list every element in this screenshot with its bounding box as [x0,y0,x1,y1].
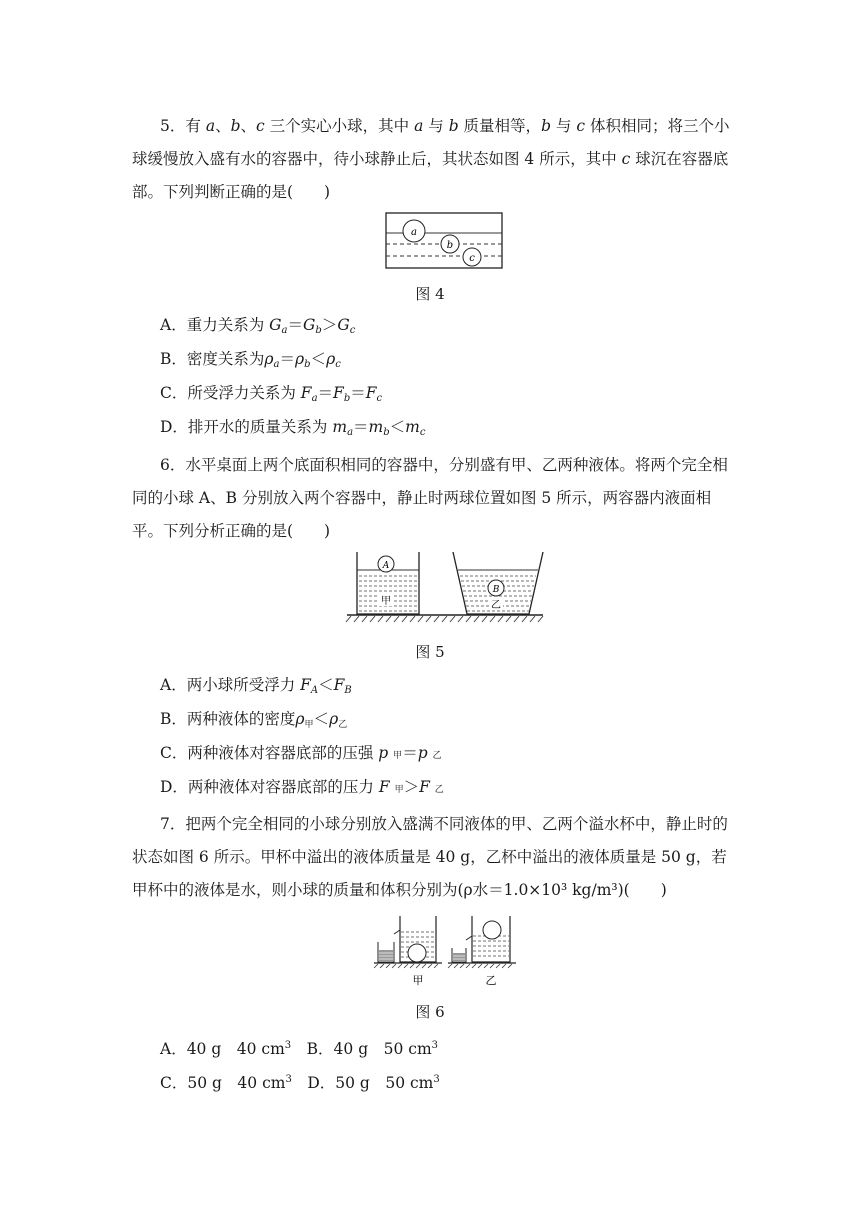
text-run: 、 [240,117,257,135]
text-run: 三个实心小球，其中 [264,117,415,135]
text-run: 体积相同；将三个小球缓慢放入盛有水的容器中，待小球静止后，其状态如图 4 所示，其中 [132,117,730,168]
question-text: 把两个完全相同的小球分别放入盛满不同液体的甲、乙两个溢水杯中，静止时的状态如图 6 所示。甲杯中溢出的液体质量是 40 g，乙杯中溢出的液体质量是 50 g，若甲杯中的液体是水，则小球的质量和体积分别为(ρ水＝1.0×10³ kg/m³)( ) [132,815,728,899]
question-number: 7． [160,815,186,833]
option-6c: C．两种液体对容器底部的压强 p 甲＝p 乙 [160,744,442,762]
text-run: 球沉在容器底部。下列判断正确的是( ) [132,150,729,201]
option-5d: D．排开水的质量关系为 $m_a=m_b<m_c$ [160,418,426,438]
text-run: 与 [423,117,449,135]
text-run: 、 [215,117,231,135]
liquid-yi-label: 乙 [491,600,501,611]
option-7ab: A．40 g 40 $cm^3$ B．40 g 50 $cm^3$ [160,1040,439,1058]
ball-a-label: A [382,561,390,571]
text-run: b [448,117,459,135]
cup-yi-label: 乙 [485,974,497,987]
figure-4-caption: 图 4 [415,285,445,303]
option-5b: B．密度关系为$\rho_a=\rho_b<\rho_c$ [160,350,341,370]
option-6d: D．两种液体对容器底部的压力 F 甲＞F 乙 [160,778,444,796]
option-6a: A．两小球所受浮力 $F_A<F_B$ [160,676,352,696]
text-run: b [230,117,241,135]
text-run: c [621,150,631,168]
text-run: a [205,117,216,135]
figure-5-caption: 图 5 [415,643,445,661]
ball-b-label: B [492,585,500,595]
cup-jia-label: 甲 [412,974,424,987]
figure-label: b [446,240,454,251]
figure-label: c [469,253,475,264]
question-number: 5． [160,117,186,135]
text-run: b [541,117,551,135]
question-6-stem [132,449,732,548]
figure-label: a [411,227,417,238]
option-5a: A．重力关系为 $G_a=G_b>G_c$ [160,316,356,336]
option-5c: C．所受浮力关系为 $F_a=F_b=F_c$ [160,384,383,404]
option-7cd: C．50 g 40 $cm^3$ D．50 g 50 $cm^3$ [160,1074,440,1092]
text-run: 与 [551,117,577,135]
question-text: 水平桌面上两个底面积相同的容器中，分别盛有甲、乙两种液体。将两个完全相同的小球 A、B 分别放入两个容器中，静止时两球位置如图 5 所示，两容器内液面相平。下列分析正确的是( ) [132,456,728,540]
text-run: c [576,117,586,135]
text-run: a [414,117,424,135]
question-7-stem [132,808,732,907]
figure-6-caption: 图 6 [415,1003,445,1021]
text-run: 有 [185,117,206,135]
figure-4 [385,212,503,270]
figure-5 [345,548,545,630]
question-5-stem [132,110,732,209]
question-number: 6． [160,456,186,474]
text-run: c [256,117,265,135]
liquid-jia-label: 甲 [381,596,391,607]
text-run: 质量相等， [458,117,542,135]
figure-6 [372,912,522,988]
option-6b: B．两种液体的密度$\rho_甲<\rho_乙$ [160,710,348,730]
